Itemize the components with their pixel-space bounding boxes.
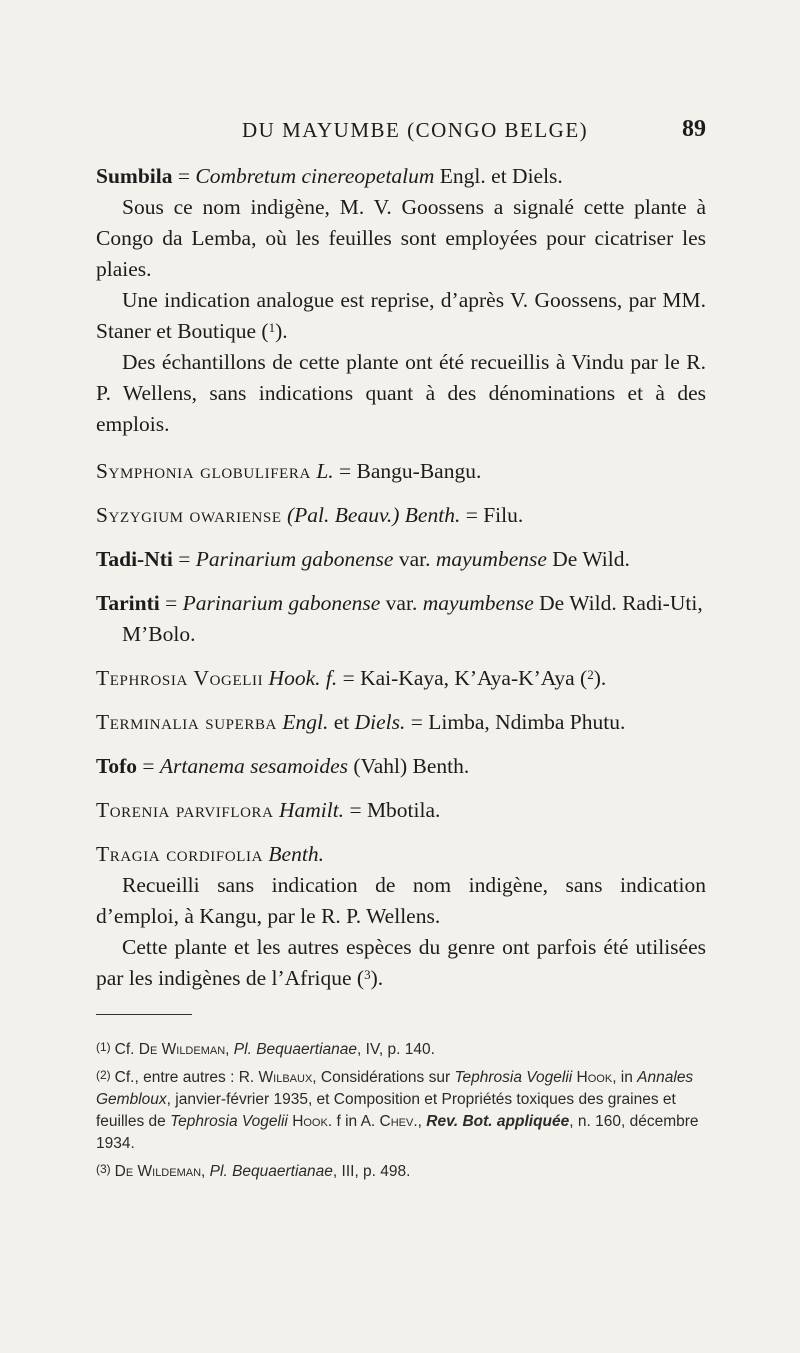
species-name: Artanema sesamoides xyxy=(159,754,349,778)
species-authority: Hook. f. xyxy=(268,666,338,690)
footnote-text: , Considérations sur xyxy=(312,1069,455,1086)
paragraph: Cette plante et les autres espèces du genre ont parfois été utilisées par les indigènes de l’Afrique ($^3$). xyxy=(96,935,706,990)
species-authority-2: Diels. xyxy=(354,710,406,734)
vernacular-name: = Kai-Kaya, K’Aya-K’Aya xyxy=(337,666,581,690)
footnote-journal: Rev. Bot. appliquée xyxy=(426,1113,570,1130)
footnote-text: . f in A. xyxy=(327,1113,380,1130)
species-authority: L. xyxy=(316,459,334,483)
footnote-author: De Wildeman xyxy=(138,1041,226,1058)
footnote-species: Tephrosia Vogelii xyxy=(454,1069,573,1086)
footnote-text: , IV, p. 140. xyxy=(357,1041,435,1058)
species-name: Parinarium gabonense xyxy=(195,547,394,571)
footnote-3 xyxy=(96,1158,708,1183)
vernacular-name: = Mbotila. xyxy=(344,798,441,822)
footnote-text: , n. 160, décembre 1934. xyxy=(96,1113,699,1152)
main-text xyxy=(96,161,706,994)
paragraph-end: . xyxy=(282,319,288,343)
footnote-journal: Annales Gembloux xyxy=(96,1069,694,1108)
paragraph-text: Une indication analogue est reprise, d’après V. Goossens, par MM. Staner et Boutique xyxy=(96,288,706,343)
entry-torenia xyxy=(96,795,706,826)
equals-sign: = xyxy=(137,754,160,778)
equals-sign: = xyxy=(172,164,196,188)
entry-symphonia xyxy=(96,456,706,487)
species-authority: Hamilt. xyxy=(278,798,345,822)
paragraph-text: Recueilli sans indication de nom indigène, sans indication d’emploi, à Kangu, par le R. P. Wellens. xyxy=(96,873,706,928)
species-authority: (Pal. Beauv.) Benth. xyxy=(287,503,461,527)
paragraph-end: . xyxy=(377,966,384,990)
conjunction: et xyxy=(328,710,355,734)
footnote-number: (2) xyxy=(96,1068,111,1082)
footnote-author: Chev xyxy=(379,1113,414,1130)
footnote-author: Wilbaux xyxy=(258,1069,313,1086)
paragraph xyxy=(96,870,706,932)
page-number: 89 xyxy=(682,116,706,142)
footnote-1 xyxy=(96,1036,708,1061)
footnote-text: , xyxy=(225,1041,234,1058)
paragraph xyxy=(96,192,706,285)
entry-end: . xyxy=(600,666,607,690)
genus-name: Terminalia superba xyxy=(96,710,277,734)
vernacular-name: Tarinti xyxy=(96,591,160,615)
footnote-ref: 2 xyxy=(587,667,594,682)
genus-name: Syzygium owariense xyxy=(96,503,282,527)
entry-tephrosia: Tephrosia Vogelii Hook. f. = Kai-Kaya, K’Aya-K’Aya ($^2$). xyxy=(96,666,607,690)
footnote-text: , xyxy=(201,1163,210,1180)
footnote-2 xyxy=(96,1064,708,1155)
footnote-ref: 3 xyxy=(364,967,371,982)
equals-sign: = xyxy=(172,547,196,571)
vernacular-name: Tofo xyxy=(96,754,138,778)
genus-name: Torenia parviflora xyxy=(96,798,274,822)
footnote-text: , III, p. 498. xyxy=(332,1163,411,1180)
entry-tarinti xyxy=(96,588,706,650)
footnote-text: , in xyxy=(612,1069,638,1086)
footnote-text: Cf. xyxy=(114,1041,139,1058)
vernacular-name: = Limba, Ndimba Phutu. xyxy=(405,710,626,734)
variety-name: mayumbense xyxy=(435,547,547,571)
entry-terminalia xyxy=(96,707,706,738)
var-label: var. xyxy=(393,547,436,571)
paragraph-text: Sous ce nom indigène, M. V. Goossens a signalé cette plante à Congo da Lemba, où les feuilles sont employées pour cicatriser les plaies. xyxy=(96,195,706,281)
paragraph: Une indication analogue est reprise, d’après V. Goossens, par MM. Staner et Boutique ($^1$). xyxy=(96,288,706,343)
variety-name: mayumbense xyxy=(422,591,534,615)
vernacular-name: Tadi-Nti xyxy=(96,547,173,571)
footnote-work: Pl. Bequaertianae xyxy=(233,1041,358,1058)
genus-name: Symphonia globulifera xyxy=(96,459,311,483)
vernacular-name: Sumbila xyxy=(96,164,173,188)
running-title: DU MAYUMBE (CONGO BELGE) xyxy=(242,118,589,142)
footnote-number: (3) xyxy=(96,1162,111,1176)
vernacular-name: = Filu. xyxy=(460,503,524,527)
footnote-divider xyxy=(96,1014,192,1015)
entry-tadinti xyxy=(96,544,706,575)
footnote-author: Hook xyxy=(292,1113,328,1130)
species-authority: (Vahl) Benth. xyxy=(348,754,470,778)
var-label: var. xyxy=(380,591,423,615)
running-header xyxy=(94,118,706,148)
footnote-work: Pl. Bequaertianae xyxy=(209,1163,333,1180)
species-name: Combretum cinereopetalum xyxy=(195,164,435,188)
footnote-ref: 1 xyxy=(268,320,276,335)
genus-name: Tragia cordifolia xyxy=(96,842,264,866)
footnote-author: De Wildeman xyxy=(114,1163,202,1180)
species-authority: De Wild. Radi-Uti, M’Bolo. xyxy=(122,591,703,646)
entry-sumbila xyxy=(96,161,706,192)
species-authority: De Wild. xyxy=(546,547,630,571)
species-authority: Engl. et Diels. xyxy=(434,164,563,188)
species-name: Parinarium gabonense xyxy=(182,591,381,615)
footnote-author: Hook xyxy=(576,1069,613,1086)
entry-tofo xyxy=(96,751,706,782)
footnote-species: Tephrosia Vogelii xyxy=(170,1113,288,1130)
genus-name: Tephrosia Vogelii xyxy=(96,666,264,690)
paragraph-text: Cette plante et les autres espèces du genre ont parfois été utilisées par les indigènes de l’Afrique xyxy=(96,935,706,990)
paragraph-text: Des échantillons de cette plante ont été recueillis à Vindu par le R. P. Wellens, sans indications quant à des dénominations et à des emplois. xyxy=(96,350,706,436)
species-authority: Engl. xyxy=(282,710,329,734)
footnotes xyxy=(96,1036,708,1186)
footnote-text: ., xyxy=(413,1113,427,1130)
species-authority: Benth. xyxy=(268,842,324,866)
entry-tragia xyxy=(96,839,706,870)
footnote-text: , janvier-février 1935, et Composition et Propriétés toxiques des graines et feuilles de xyxy=(96,1091,676,1130)
entry-syzygium xyxy=(96,500,706,531)
vernacular-name: = Bangu-Bangu. xyxy=(333,459,482,483)
footnote-number: (1) xyxy=(96,1040,111,1054)
paragraph xyxy=(96,347,706,440)
equals-sign: = xyxy=(159,591,183,615)
footnote-text: Cf., entre autres : R. xyxy=(114,1069,259,1086)
